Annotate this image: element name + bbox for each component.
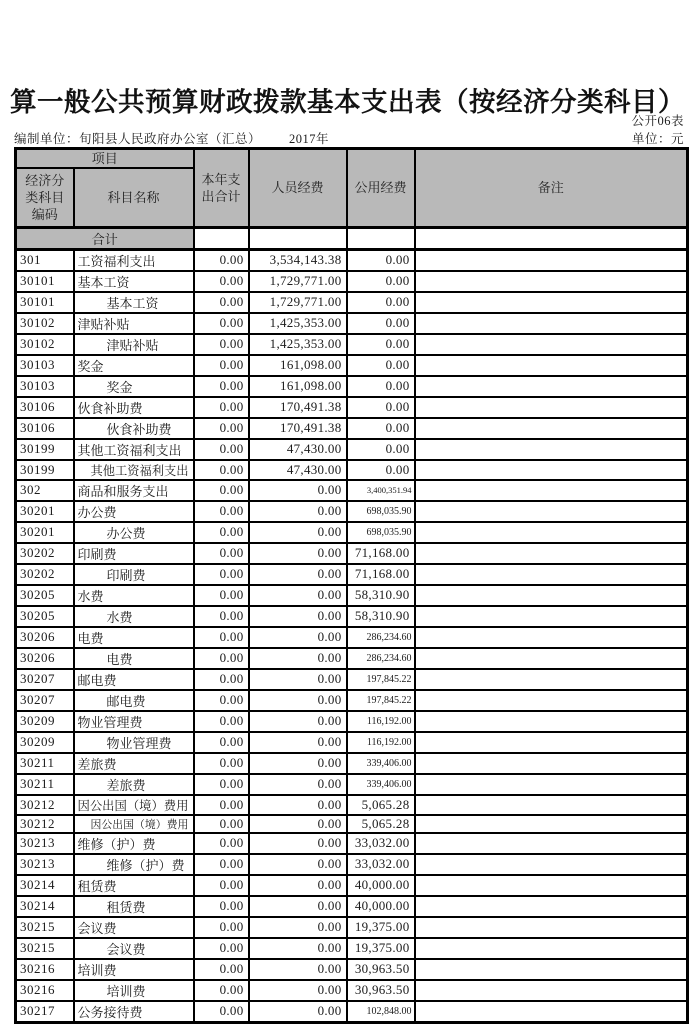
table-row (16, 501, 688, 522)
row-public: 0.00 (347, 418, 415, 439)
row-personnel: 0.00 (249, 690, 347, 711)
table-row (16, 753, 688, 774)
row-code: 30101 (16, 271, 74, 292)
row-personnel: 0.00 (249, 854, 347, 875)
row-personnel: 0.00 (249, 896, 347, 917)
row-remark (415, 397, 688, 418)
row-total: 0.00 (194, 854, 249, 875)
row-name: 维修（护）费 (74, 854, 194, 875)
row-remark (415, 585, 688, 606)
col-header-personnel: 人员经费 (249, 149, 347, 228)
row-personnel: 0.00 (249, 585, 347, 606)
row-public: 286,234.60 (347, 648, 415, 669)
row-remark (415, 833, 688, 854)
row-personnel: 3,534,143.38 (249, 249, 347, 271)
row-total: 0.00 (194, 875, 249, 896)
row-remark (415, 917, 688, 938)
row-code: 30206 (16, 627, 74, 648)
row-code: 30205 (16, 606, 74, 627)
row-public: 339,406.00 (347, 774, 415, 795)
row-personnel: 0.00 (249, 917, 347, 938)
row-code: 30206 (16, 648, 74, 669)
row-remark (415, 292, 688, 313)
row-remark (415, 439, 688, 460)
row-personnel: 0.00 (249, 543, 347, 564)
table-row (16, 522, 688, 543)
row-total: 0.00 (194, 292, 249, 313)
row-name: 租赁费 (74, 875, 194, 896)
row-public: 0.00 (347, 355, 415, 376)
row-total: 0.00 (194, 732, 249, 753)
row-name: 商品和服务支出 (74, 480, 194, 501)
table-row (16, 334, 688, 355)
total-row (16, 227, 688, 249)
row-code: 30215 (16, 938, 74, 959)
row-public: 58,310.90 (347, 585, 415, 606)
row-code: 30207 (16, 690, 74, 711)
row-code: 30212 (16, 795, 74, 815)
row-code: 30199 (16, 439, 74, 460)
table-row (16, 271, 688, 292)
table-row (16, 439, 688, 460)
row-public: 33,032.00 (347, 854, 415, 875)
row-code: 30211 (16, 753, 74, 774)
col-header-public: 公用经费 (347, 149, 415, 228)
row-public: 30,963.50 (347, 959, 415, 980)
row-remark (415, 669, 688, 690)
row-personnel: 0.00 (249, 833, 347, 854)
row-personnel: 47,430.00 (249, 460, 347, 480)
row-name: 物业管理费 (74, 711, 194, 732)
row-code: 30199 (16, 460, 74, 480)
row-name: 租赁费 (74, 896, 194, 917)
row-public: 197,845.22 (347, 669, 415, 690)
row-code: 30201 (16, 522, 74, 543)
row-public: 286,234.60 (347, 627, 415, 648)
row-remark (415, 774, 688, 795)
row-public: 116,192.00 (347, 711, 415, 732)
row-code: 30202 (16, 543, 74, 564)
row-personnel: 0.00 (249, 875, 347, 896)
row-personnel: 0.00 (249, 980, 347, 1001)
row-code: 30201 (16, 501, 74, 522)
row-total: 0.00 (194, 648, 249, 669)
row-code: 30216 (16, 959, 74, 980)
row-total: 0.00 (194, 397, 249, 418)
row-public: 0.00 (347, 249, 415, 271)
row-personnel: 170,491.38 (249, 418, 347, 439)
row-remark (415, 648, 688, 669)
row-name: 差旅费 (74, 753, 194, 774)
row-name: 津贴补贴 (74, 334, 194, 355)
row-personnel: 0.00 (249, 732, 347, 753)
row-code: 30103 (16, 355, 74, 376)
page-title: 算一般公共预算财政拨款基本支出表（按经济分类科目） (10, 87, 685, 117)
row-public: 33,032.00 (347, 833, 415, 854)
table-row (16, 669, 688, 690)
row-remark (415, 460, 688, 480)
row-public: 58,310.90 (347, 606, 415, 627)
row-name: 水费 (74, 606, 194, 627)
row-code: 30211 (16, 774, 74, 795)
row-name: 电费 (74, 648, 194, 669)
row-remark (415, 959, 688, 980)
row-public: 0.00 (347, 313, 415, 334)
row-personnel: 0.00 (249, 795, 347, 815)
row-name: 培训费 (74, 959, 194, 980)
row-remark (415, 1001, 688, 1023)
total-row-remark (415, 227, 688, 249)
row-total: 0.00 (194, 501, 249, 522)
col-header-remark: 备注 (415, 149, 688, 228)
table-row (16, 480, 688, 501)
row-total: 0.00 (194, 334, 249, 355)
row-name: 其他工资福利支出 (74, 460, 194, 480)
row-remark (415, 938, 688, 959)
row-public: 5,065.28 (347, 815, 415, 833)
row-code: 30202 (16, 564, 74, 585)
meta-line (14, 129, 684, 147)
total-row-label: 合计 (16, 227, 194, 249)
row-code: 30102 (16, 313, 74, 334)
row-personnel: 0.00 (249, 938, 347, 959)
row-remark (415, 564, 688, 585)
table-row (16, 543, 688, 564)
table-row (16, 980, 688, 1001)
row-code: 30216 (16, 980, 74, 1001)
table-row (16, 355, 688, 376)
row-remark (415, 690, 688, 711)
row-public: 197,845.22 (347, 690, 415, 711)
row-total: 0.00 (194, 1001, 249, 1023)
row-code: 30207 (16, 669, 74, 690)
row-public: 0.00 (347, 439, 415, 460)
row-name: 因公出国（境）费用 (74, 815, 194, 833)
row-remark (415, 271, 688, 292)
row-remark (415, 480, 688, 501)
row-code: 30217 (16, 1001, 74, 1023)
table-row (16, 376, 688, 397)
row-name: 会议费 (74, 917, 194, 938)
col-header-project: 项目 (16, 149, 194, 169)
table-row (16, 648, 688, 669)
row-total: 0.00 (194, 543, 249, 564)
row-name: 办公费 (74, 522, 194, 543)
row-personnel: 161,098.00 (249, 376, 347, 397)
row-remark (415, 249, 688, 271)
row-public: 0.00 (347, 292, 415, 313)
row-personnel: 0.00 (249, 564, 347, 585)
row-code: 30106 (16, 397, 74, 418)
row-remark (415, 418, 688, 439)
row-personnel: 0.00 (249, 501, 347, 522)
row-total: 0.00 (194, 753, 249, 774)
row-personnel: 0.00 (249, 711, 347, 732)
row-name: 津贴补贴 (74, 313, 194, 334)
row-public: 698,035.90 (347, 522, 415, 543)
row-name: 基本工资 (74, 271, 194, 292)
row-public: 19,375.00 (347, 938, 415, 959)
table-row (16, 875, 688, 896)
table-row (16, 585, 688, 606)
row-total: 0.00 (194, 418, 249, 439)
row-personnel: 1,425,353.00 (249, 334, 347, 355)
row-name: 邮电费 (74, 690, 194, 711)
row-name: 电费 (74, 627, 194, 648)
row-personnel: 0.00 (249, 815, 347, 833)
row-public: 40,000.00 (347, 896, 415, 917)
row-total: 0.00 (194, 249, 249, 271)
row-total: 0.00 (194, 585, 249, 606)
row-total: 0.00 (194, 690, 249, 711)
row-name: 其他工资福利支出 (74, 439, 194, 460)
row-public: 5,065.28 (347, 795, 415, 815)
row-code: 30103 (16, 376, 74, 397)
row-remark (415, 732, 688, 753)
col-header-name: 科目名称 (74, 168, 194, 227)
row-public: 0.00 (347, 376, 415, 397)
row-public: 3,400,351.94 (347, 480, 415, 501)
row-name: 公务接待费 (74, 1001, 194, 1023)
table-row (16, 249, 688, 271)
row-personnel: 0.00 (249, 669, 347, 690)
budget-table (14, 147, 689, 1024)
row-total: 0.00 (194, 711, 249, 732)
row-public: 116,192.00 (347, 732, 415, 753)
row-remark (415, 980, 688, 1001)
row-personnel: 0.00 (249, 1001, 347, 1023)
table-row (16, 833, 688, 854)
row-public: 0.00 (347, 271, 415, 292)
row-personnel: 0.00 (249, 648, 347, 669)
row-name: 物业管理费 (74, 732, 194, 753)
row-remark (415, 753, 688, 774)
row-code: 30101 (16, 292, 74, 313)
row-name: 水费 (74, 585, 194, 606)
row-public: 30,963.50 (347, 980, 415, 1001)
row-remark (415, 313, 688, 334)
row-personnel: 170,491.38 (249, 397, 347, 418)
row-total: 0.00 (194, 896, 249, 917)
row-name: 伙食补助费 (74, 418, 194, 439)
row-code: 301 (16, 249, 74, 271)
row-code: 30214 (16, 896, 74, 917)
row-name: 培训费 (74, 980, 194, 1001)
row-personnel: 0.00 (249, 480, 347, 501)
row-total: 0.00 (194, 917, 249, 938)
table-row (16, 815, 688, 833)
row-name: 差旅费 (74, 774, 194, 795)
row-remark (415, 376, 688, 397)
row-remark (415, 355, 688, 376)
row-total: 0.00 (194, 606, 249, 627)
table-row (16, 917, 688, 938)
row-total: 0.00 (194, 480, 249, 501)
table-row (16, 938, 688, 959)
row-personnel: 47,430.00 (249, 439, 347, 460)
row-name: 邮电费 (74, 669, 194, 690)
row-public: 0.00 (347, 334, 415, 355)
row-total: 0.00 (194, 833, 249, 854)
row-total: 0.00 (194, 959, 249, 980)
row-public: 0.00 (347, 397, 415, 418)
row-remark (415, 543, 688, 564)
table-row (16, 774, 688, 795)
year-label: 2017年 (289, 132, 330, 146)
row-name: 奖金 (74, 355, 194, 376)
col-header-code: 经济分类科目编码 (16, 168, 74, 227)
row-total: 0.00 (194, 439, 249, 460)
row-remark (415, 606, 688, 627)
row-code: 30209 (16, 732, 74, 753)
table-row (16, 896, 688, 917)
table-row (16, 606, 688, 627)
row-name: 印刷费 (74, 543, 194, 564)
table-row (16, 627, 688, 648)
row-public: 71,168.00 (347, 543, 415, 564)
row-personnel: 0.00 (249, 774, 347, 795)
row-remark (415, 334, 688, 355)
row-public: 339,406.00 (347, 753, 415, 774)
row-public: 19,375.00 (347, 917, 415, 938)
unit-label: 单位：元 (631, 132, 684, 146)
row-name: 印刷费 (74, 564, 194, 585)
table-row (16, 397, 688, 418)
row-code: 30213 (16, 854, 74, 875)
row-personnel: 1,729,771.00 (249, 292, 347, 313)
row-public: 102,848.00 (347, 1001, 415, 1023)
row-personnel: 1,729,771.00 (249, 271, 347, 292)
row-personnel: 161,098.00 (249, 355, 347, 376)
row-public: 40,000.00 (347, 875, 415, 896)
row-total: 0.00 (194, 313, 249, 334)
row-remark (415, 627, 688, 648)
row-personnel: 0.00 (249, 522, 347, 543)
row-total: 0.00 (194, 774, 249, 795)
row-remark (415, 875, 688, 896)
row-name: 基本工资 (74, 292, 194, 313)
col-header-total: 本年支出合计 (194, 149, 249, 228)
total-row-public (347, 227, 415, 249)
row-name: 伙食补助费 (74, 397, 194, 418)
row-remark (415, 815, 688, 833)
table-row (16, 959, 688, 980)
row-personnel: 0.00 (249, 959, 347, 980)
row-code: 30209 (16, 711, 74, 732)
row-personnel: 0.00 (249, 627, 347, 648)
row-total: 0.00 (194, 564, 249, 585)
row-total: 0.00 (194, 627, 249, 648)
row-remark (415, 854, 688, 875)
table-row (16, 460, 688, 480)
table-row (16, 795, 688, 815)
row-personnel: 1,425,353.00 (249, 313, 347, 334)
row-remark (415, 896, 688, 917)
table-row (16, 564, 688, 585)
row-total: 0.00 (194, 815, 249, 833)
row-code: 30215 (16, 917, 74, 938)
row-remark (415, 711, 688, 732)
table-header (16, 149, 688, 228)
row-total: 0.00 (194, 460, 249, 480)
table-body (16, 227, 688, 1022)
table-row (16, 292, 688, 313)
row-total: 0.00 (194, 795, 249, 815)
total-row-personnel (249, 227, 347, 249)
row-name: 会议费 (74, 938, 194, 959)
table-row (16, 854, 688, 875)
row-total: 0.00 (194, 271, 249, 292)
row-code: 30102 (16, 334, 74, 355)
table-row (16, 732, 688, 753)
table-row (16, 711, 688, 732)
total-row-total (194, 227, 249, 249)
row-name: 因公出国（境）费用 (74, 795, 194, 815)
row-name: 维修（护）费 (74, 833, 194, 854)
row-remark (415, 501, 688, 522)
table-row (16, 313, 688, 334)
row-code: 302 (16, 480, 74, 501)
row-personnel: 0.00 (249, 753, 347, 774)
row-total: 0.00 (194, 376, 249, 397)
row-code: 30205 (16, 585, 74, 606)
table-row (16, 690, 688, 711)
table-row (16, 418, 688, 439)
row-remark (415, 795, 688, 815)
row-code: 30212 (16, 815, 74, 833)
row-public: 0.00 (347, 460, 415, 480)
row-code: 30214 (16, 875, 74, 896)
prepared-by-label: 编制单位：旬阳县人民政府办公室（汇总） (14, 132, 262, 146)
row-name: 办公费 (74, 501, 194, 522)
row-total: 0.00 (194, 522, 249, 543)
doc-code-label: 公开06表 (631, 114, 684, 128)
row-name: 工资福利支出 (74, 249, 194, 271)
row-public: 698,035.90 (347, 501, 415, 522)
row-code: 30106 (16, 418, 74, 439)
row-total: 0.00 (194, 669, 249, 690)
row-name: 奖金 (74, 376, 194, 397)
row-total: 0.00 (194, 980, 249, 1001)
row-personnel: 0.00 (249, 606, 347, 627)
row-public: 71,168.00 (347, 564, 415, 585)
row-total: 0.00 (194, 938, 249, 959)
row-code: 30213 (16, 833, 74, 854)
row-remark (415, 522, 688, 543)
table-row (16, 1001, 688, 1023)
row-total: 0.00 (194, 355, 249, 376)
